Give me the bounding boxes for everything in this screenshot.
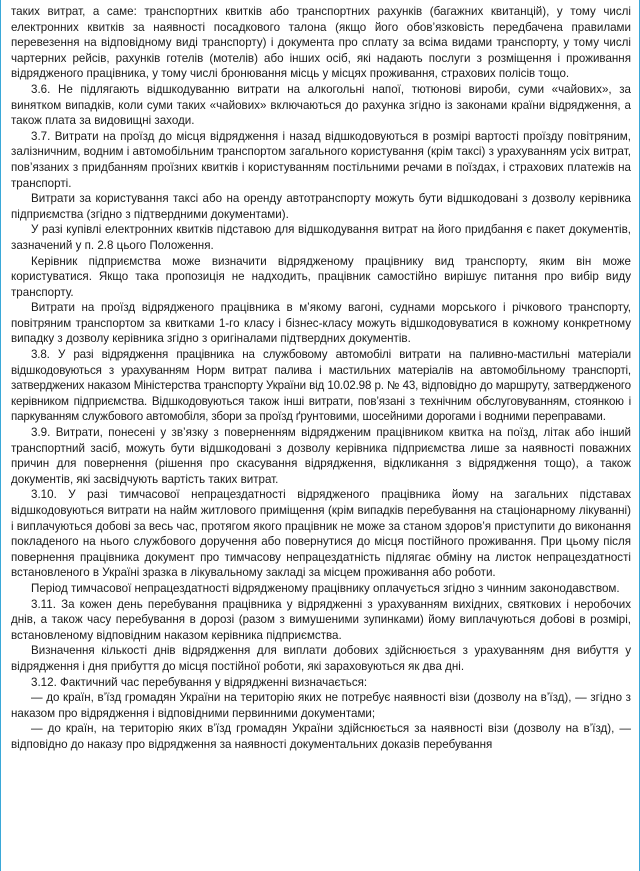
paragraph-first-class-travel: Витрати на проїзд відрядженого працівника в м’якому вагоні, суднами морського і річкового транспорту, повітряним транспортом за квитками 1-го класу і бізнес-класу можуть відшкодовуватися в кожному конкретному випадку з дозволу керівника згідно з оригіналами підтвердних документів.	[11, 301, 631, 346]
paragraph-electronic-tickets: У разі купівлі електронних квитків підставою для відшкодування витрат на його придбання є пакет документів, зазначений у п. 2.8 цього Положення.	[11, 223, 631, 252]
paragraph-3-10-incapacity: 3.10. У разі тимчасової непрацездатності відрядженого працівника йому на загальних підставах відшкодовуються витрати на найм житлового приміщення (крім випадків перебування на стаціонарному лікуванні) і виплачуються добові за весь час, протягом якого працівник не може за станом здоров’я приступити до виконання покладеного на нього службового доручення або повернутися до місця постійного проживання. При цьому після повернення працівника документ про тимчасову непрацездатність підлягає обміну на листок непрацездатності встановленого в Україні зразка в лікувальному закладі за місцем проживання або роботи.	[11, 488, 631, 580]
paragraph-continuation-documents: таких витрат, а саме: транспортних квитків або транспортних рахунків (багажних квитанцій), у тому числі електронних квитків за наявності посадкового талона (якщо його обов’язковість передбачена правилами перевезення на відповідному виді транспорту) і документа про сплату за всіма видами транспорту, у тому числі чартерних рейсів, рахунків готелів (мотелів) або інших осіб, які надають послуги з розміщення і проживання відрядженого працівника, у тому числі бронювання місць у місцях проживання, страхових полісів тощо.	[11, 5, 631, 81]
paragraph-visa-countries: — до країн, на територію яких в’їзд громадян України здійснюється за наявності візи (дозволу на в’їзд), — відповідно до наказу про відрядження за наявності документальних доказів перебування	[11, 722, 631, 751]
paragraph-3-6-non-reimbursable: 3.6. Не підлягають відшкодуванню витрати на алкогольні напої, тютюнові вироби, суми «чайових», за винятком випадків, коли суми таких «чайових» включаються до рахунка згідно із законами країни відрядження, а також плата за видовищні заходи.	[11, 82, 631, 128]
paragraph-incapacity-payment: Період тимчасової непрацездатності відрядженому працівнику оплачується згідно з чинним законодавством.	[31, 581, 620, 595]
paragraph-3-8-company-car: 3.8. У разі відрядження працівника на службовому автомобілі витрати на паливно-мастильні матеріали відшкодовуються з урахуванням Норм витрат палива і мастильних матеріалів на автомобільному транспорті, затверджених наказом Міністерства транспорту України від 10.02.98 р. № 43, відповідно до маршруту, затвердженого керівником підприємства. Відшкодовуються також інші витрати, пов’язані з технічним обслуговуванням, стоянкою і паркуванням службового автомобіля, збори за проїзд ґрунтовими, шосейними дорогами і водними переправами.	[11, 348, 631, 424]
paragraph-days-count: Визначення кількості днів відрядження для виплати добових здійснюється з урахуванням дня вибуття у відрядження і дня прибуття до місця постійної роботи, які зараховуються як два дні.	[11, 644, 631, 673]
paragraph-transport-choice: Керівник підприємства може визначити відрядженому працівнику вид транспорту, яким він може користуватися. Якщо така пропозиція не надходить, працівник самостійно вирішує питання про вибір виду транспорту.	[11, 254, 631, 299]
paragraph-3-9-ticket-return: 3.9. Витрати, понесені у зв’язку з поверненням відрядженим працівником квитка на поїзд, літак або інший транспортний засіб, можуть бути відшкодовані з дозволу керівника підприємства лише за наявності поважних причин для повернення (рішення про скасування відрядження, відкликання з відрядження тощо), а також документів, які засвідчують вартість таких витрат.	[11, 426, 631, 486]
paragraph-3-7-travel-costs: 3.7. Витрати на проїзд до місця відрядження і назад відшкодовуються в розмірі вартості проїзду повітряним, залізничним, водним і автомобільним транспортом загального користування (крім таксі) з урахуванням усіх витрат, пов’язаних з придбанням проїзних квитків і користуванням постільними речами в поїздах, і страхових платежів на транспорті.	[11, 129, 631, 190]
document-body	[11, 0, 631, 753]
paragraph-3-11-daily-allowance: 3.11. За кожен день перебування працівника у відрядженні з урахуванням вихідних, святкових і неробочих днів, а також часу перебування в дорозі (разом з вимушеними зупинками) йому виплачуються добові в розмірі, встановленому відповідним наказом керівника підприємства.	[11, 597, 631, 642]
paragraph-3-12-actual-time: 3.12. Фактичний час перебування у відрядженні визначається:	[31, 675, 368, 689]
paragraph-visa-free-countries: — до країн, в’їзд громадян України на територію яких не потребує наявності візи (дозволу на в’їзд), — згідно з наказом про відрядження і відповідними первинними документами;	[11, 691, 631, 720]
paragraph-taxi-rental: Витрати за користування таксі або на оренду автотранспорту можуть бути відшкодовані з дозволу керівника підприємства (згідно з підтвердними документами).	[11, 192, 631, 221]
